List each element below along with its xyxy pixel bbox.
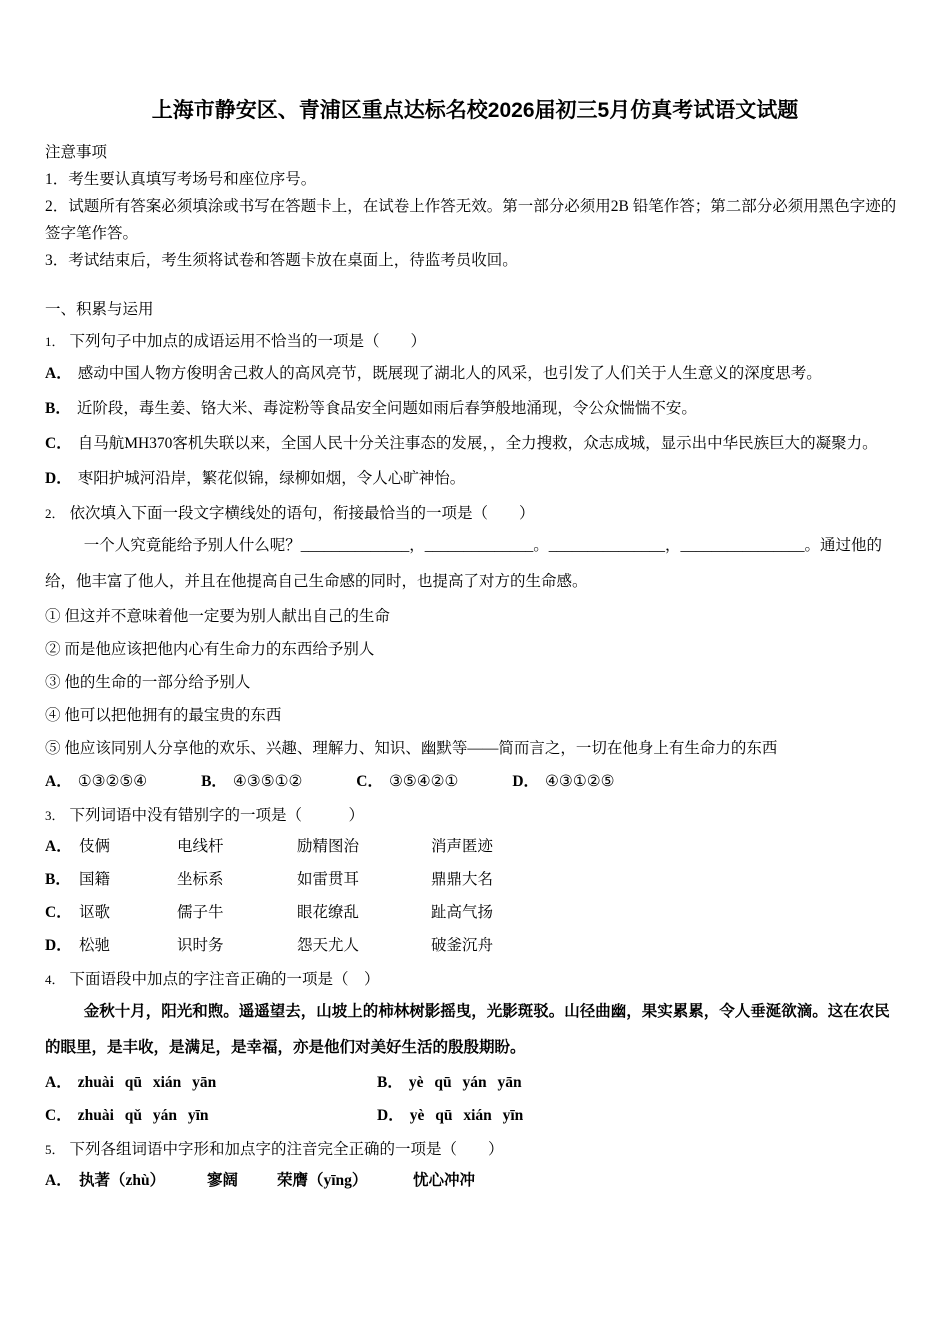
q1-option-c	[45, 426, 905, 461]
q2-option-c-value: ③⑤④②①	[388, 773, 459, 790]
q3-option-b-label: B．	[45, 871, 71, 888]
q2-option-d-value: ④③①②⑤	[545, 773, 615, 790]
q2-option-d-label: D．	[512, 773, 540, 790]
q3-option-a	[45, 830, 905, 863]
question-1-stem	[45, 328, 905, 356]
question-5-stem	[45, 1136, 905, 1164]
q4-option-d-label: D．	[377, 1107, 404, 1124]
question-4-number: 4．	[45, 972, 65, 987]
q1-option-a-label: A．	[45, 365, 72, 382]
q4-option-a-text: zhuài qū xián yān	[77, 1074, 217, 1091]
section-heading: 一、积累与运用	[45, 301, 154, 318]
q4-option-c-label: C．	[45, 1107, 72, 1124]
question-2-number: 2．	[45, 506, 65, 521]
q1-option-c-label: C．	[45, 435, 72, 452]
q3-option-c-word-1: 讴歌	[79, 904, 111, 921]
question-5-stem-text: 下列各组词语中字形和加点字的注音完全正确的一项是（ ）	[69, 1141, 504, 1158]
q2-sentence-4: ④ 他可以把他拥有的最宝贵的东西	[45, 707, 282, 724]
q2-sentence-1: ① 但这并不意味着他一定要为别人献出自己的生命	[45, 608, 390, 625]
q2-answer-line	[45, 765, 905, 798]
q3-option-c-label: C．	[45, 904, 72, 921]
q2-option-b-label: B．	[201, 773, 227, 790]
q2-sentence-2: ② 而是他应该把他内心有生命力的东西给予别人	[45, 641, 375, 658]
q4-option-a-label: A．	[45, 1074, 72, 1091]
q2-sentence-5: ⑤ 他应该同别人分享他的欢乐、兴趣、理解力、知识、幽默等——简而言之，一切在他身上有生命力的东西	[45, 740, 778, 757]
q2-passage: 一个人究竟能给予别人什么呢？______________，______________。_______________，________________。通过他的给，他丰富了他人，并且在他提高自己生命感的同时，也提高了对方的生命感。	[45, 537, 883, 590]
question-4	[45, 966, 905, 1132]
question-2-stem	[45, 500, 905, 528]
q3-option-d-word-2: 识时务	[177, 937, 224, 954]
q3-option-d	[45, 929, 905, 962]
q3-option-b	[45, 863, 905, 896]
question-5-number: 5．	[45, 1142, 65, 1157]
notice-item-3: 3．考试结束后，考生须将试卷和答题卡放在桌面上，待监考员收回。	[45, 252, 518, 269]
q2-option-a-value: ①③②⑤④	[77, 773, 148, 790]
q3-option-a-label: A．	[45, 838, 72, 855]
q3-option-c-word-2: 儒子牛	[177, 904, 224, 921]
q5-option-a-word-3: 荣膺（yīng）	[277, 1172, 368, 1189]
q5-option-a-label: A．	[45, 1172, 72, 1189]
q2-option-a	[45, 765, 147, 798]
q2-option-b-value: ④③⑤①②	[232, 773, 303, 790]
exam-title: 上海市静安区、青浦区重点达标名校2026届初三5月仿真考试语文试题	[151, 99, 799, 122]
question-1-stem-text: 下列句子中加点的成语运用不恰当的一项是（ ）	[69, 333, 427, 350]
q2-option-a-label: A．	[45, 773, 72, 790]
q1-option-a-text: 感动中国人物方俊明舍己救人的高风亮节，既展现了湖北人的风采，也引发了人们关于人生意义的深度思考。	[77, 365, 822, 382]
question-4-stem	[45, 966, 905, 994]
q4-option-b	[377, 1066, 905, 1099]
q1-option-b	[45, 391, 905, 426]
q4-option-c	[45, 1099, 377, 1132]
q2-option-b	[201, 765, 302, 798]
q3-option-d-word-1: 松驰	[79, 937, 111, 954]
q3-option-a-word-2: 电线杆	[177, 838, 224, 855]
q1-option-b-label: B．	[45, 400, 71, 417]
q5-option-a-word-4: 忧心冲冲	[413, 1172, 476, 1189]
question-3-number: 3．	[45, 808, 65, 823]
question-3-stem	[45, 802, 905, 830]
question-4-stem-text: 下面语段中加点的字注音正确的一项是（ ）	[69, 971, 380, 988]
q3-option-c-word-4: 趾高气扬	[431, 904, 494, 921]
q5-option-a	[45, 1164, 905, 1197]
q3-option-d-word-4: 破釜沉舟	[431, 937, 494, 954]
q4-option-c-text: zhuài qǔ yán yīn	[77, 1107, 209, 1124]
q3-option-a-word-3: 励精图治	[297, 838, 360, 855]
q5-option-a-word-1: 执著（zhù）	[79, 1172, 166, 1189]
q1-option-c-text: 自马航MH370客机失联以来，全国人民十分关注事态的发展，，全力搜救，众志成城，显示出中华民族巨大的凝聚力。	[77, 435, 878, 452]
q4-options	[45, 1066, 905, 1132]
q3-option-c-word-3: 眼花缭乱	[297, 904, 360, 921]
q3-option-a-word-4: 消声匿迹	[431, 838, 494, 855]
question-2-stem-text: 依次填入下面一段文字横线处的语句，衔接最恰当的一项是（ ）	[69, 505, 535, 522]
q4-option-d-text: yè qū xián yīn	[409, 1107, 524, 1124]
q2-option-c-label: C．	[356, 773, 383, 790]
q3-option-b-word-1: 国籍	[79, 871, 111, 888]
q3-option-b-word-4: 鼎鼎大名	[431, 871, 494, 888]
q1-option-d	[45, 461, 905, 496]
q2-sentence-3: ③ 他的生命的一部分给予别人	[45, 674, 251, 691]
question-1-number: 1．	[45, 334, 65, 349]
notice-item-2: 2．试题所有答案必须填涂或书写在答题卡上，在试卷上作答无效。第一部分必须用2B 铅笔作答；第二部分必须用黑色字迹的签字笔作答。	[45, 198, 897, 242]
q1-option-b-text: 近阶段，毒生姜、铬大米、毒淀粉等食品安全问题如雨后春笋般地涌现，令公众惴惴不安。	[76, 400, 697, 417]
q5-option-a-word-2: 寥阔	[207, 1172, 239, 1189]
question-2	[45, 500, 905, 798]
q2-option-c	[356, 765, 458, 798]
q4-option-b-text: yè qū yán yān	[408, 1074, 522, 1091]
notice-heading: 注意事项	[45, 144, 108, 161]
q3-option-c	[45, 896, 905, 929]
q2-option-d	[512, 765, 614, 798]
q3-option-d-label: D．	[45, 937, 72, 954]
q4-option-a	[45, 1066, 377, 1099]
question-5	[45, 1136, 905, 1197]
notice-item-1: 1．考生要认真填写考场号和座位序号。	[45, 171, 317, 188]
q3-option-a-word-1: 伎俩	[79, 838, 111, 855]
q4-option-b-label: B．	[377, 1074, 403, 1091]
q1-option-d-text: 枣阳护城河沿岸，繁花似锦，绿柳如烟，令人心旷神怡。	[77, 470, 466, 487]
q4-passage: 金秋十月，阳光和煦。遥遥望去，山坡上的柿林树影摇曳，光影斑驳。山径曲幽，果实累累，令人垂涎欲滴。这在农民的眼里，是丰收，是满足，是幸福，亦是他们对美好生活的殷殷期盼。	[45, 1003, 890, 1056]
q3-option-b-word-3: 如雷贯耳	[297, 871, 360, 888]
q1-option-d-label: D．	[45, 470, 72, 487]
question-3	[45, 802, 905, 962]
q1-option-a	[45, 356, 905, 391]
q4-option-d	[377, 1099, 905, 1132]
question-1	[45, 328, 905, 496]
notice-section	[45, 139, 905, 274]
question-3-stem-text: 下列词语中没有错别字的一项是（ ）	[69, 807, 365, 824]
q3-option-d-word-3: 怨天尤人	[297, 937, 360, 954]
q3-option-b-word-2: 坐标系	[177, 871, 224, 888]
